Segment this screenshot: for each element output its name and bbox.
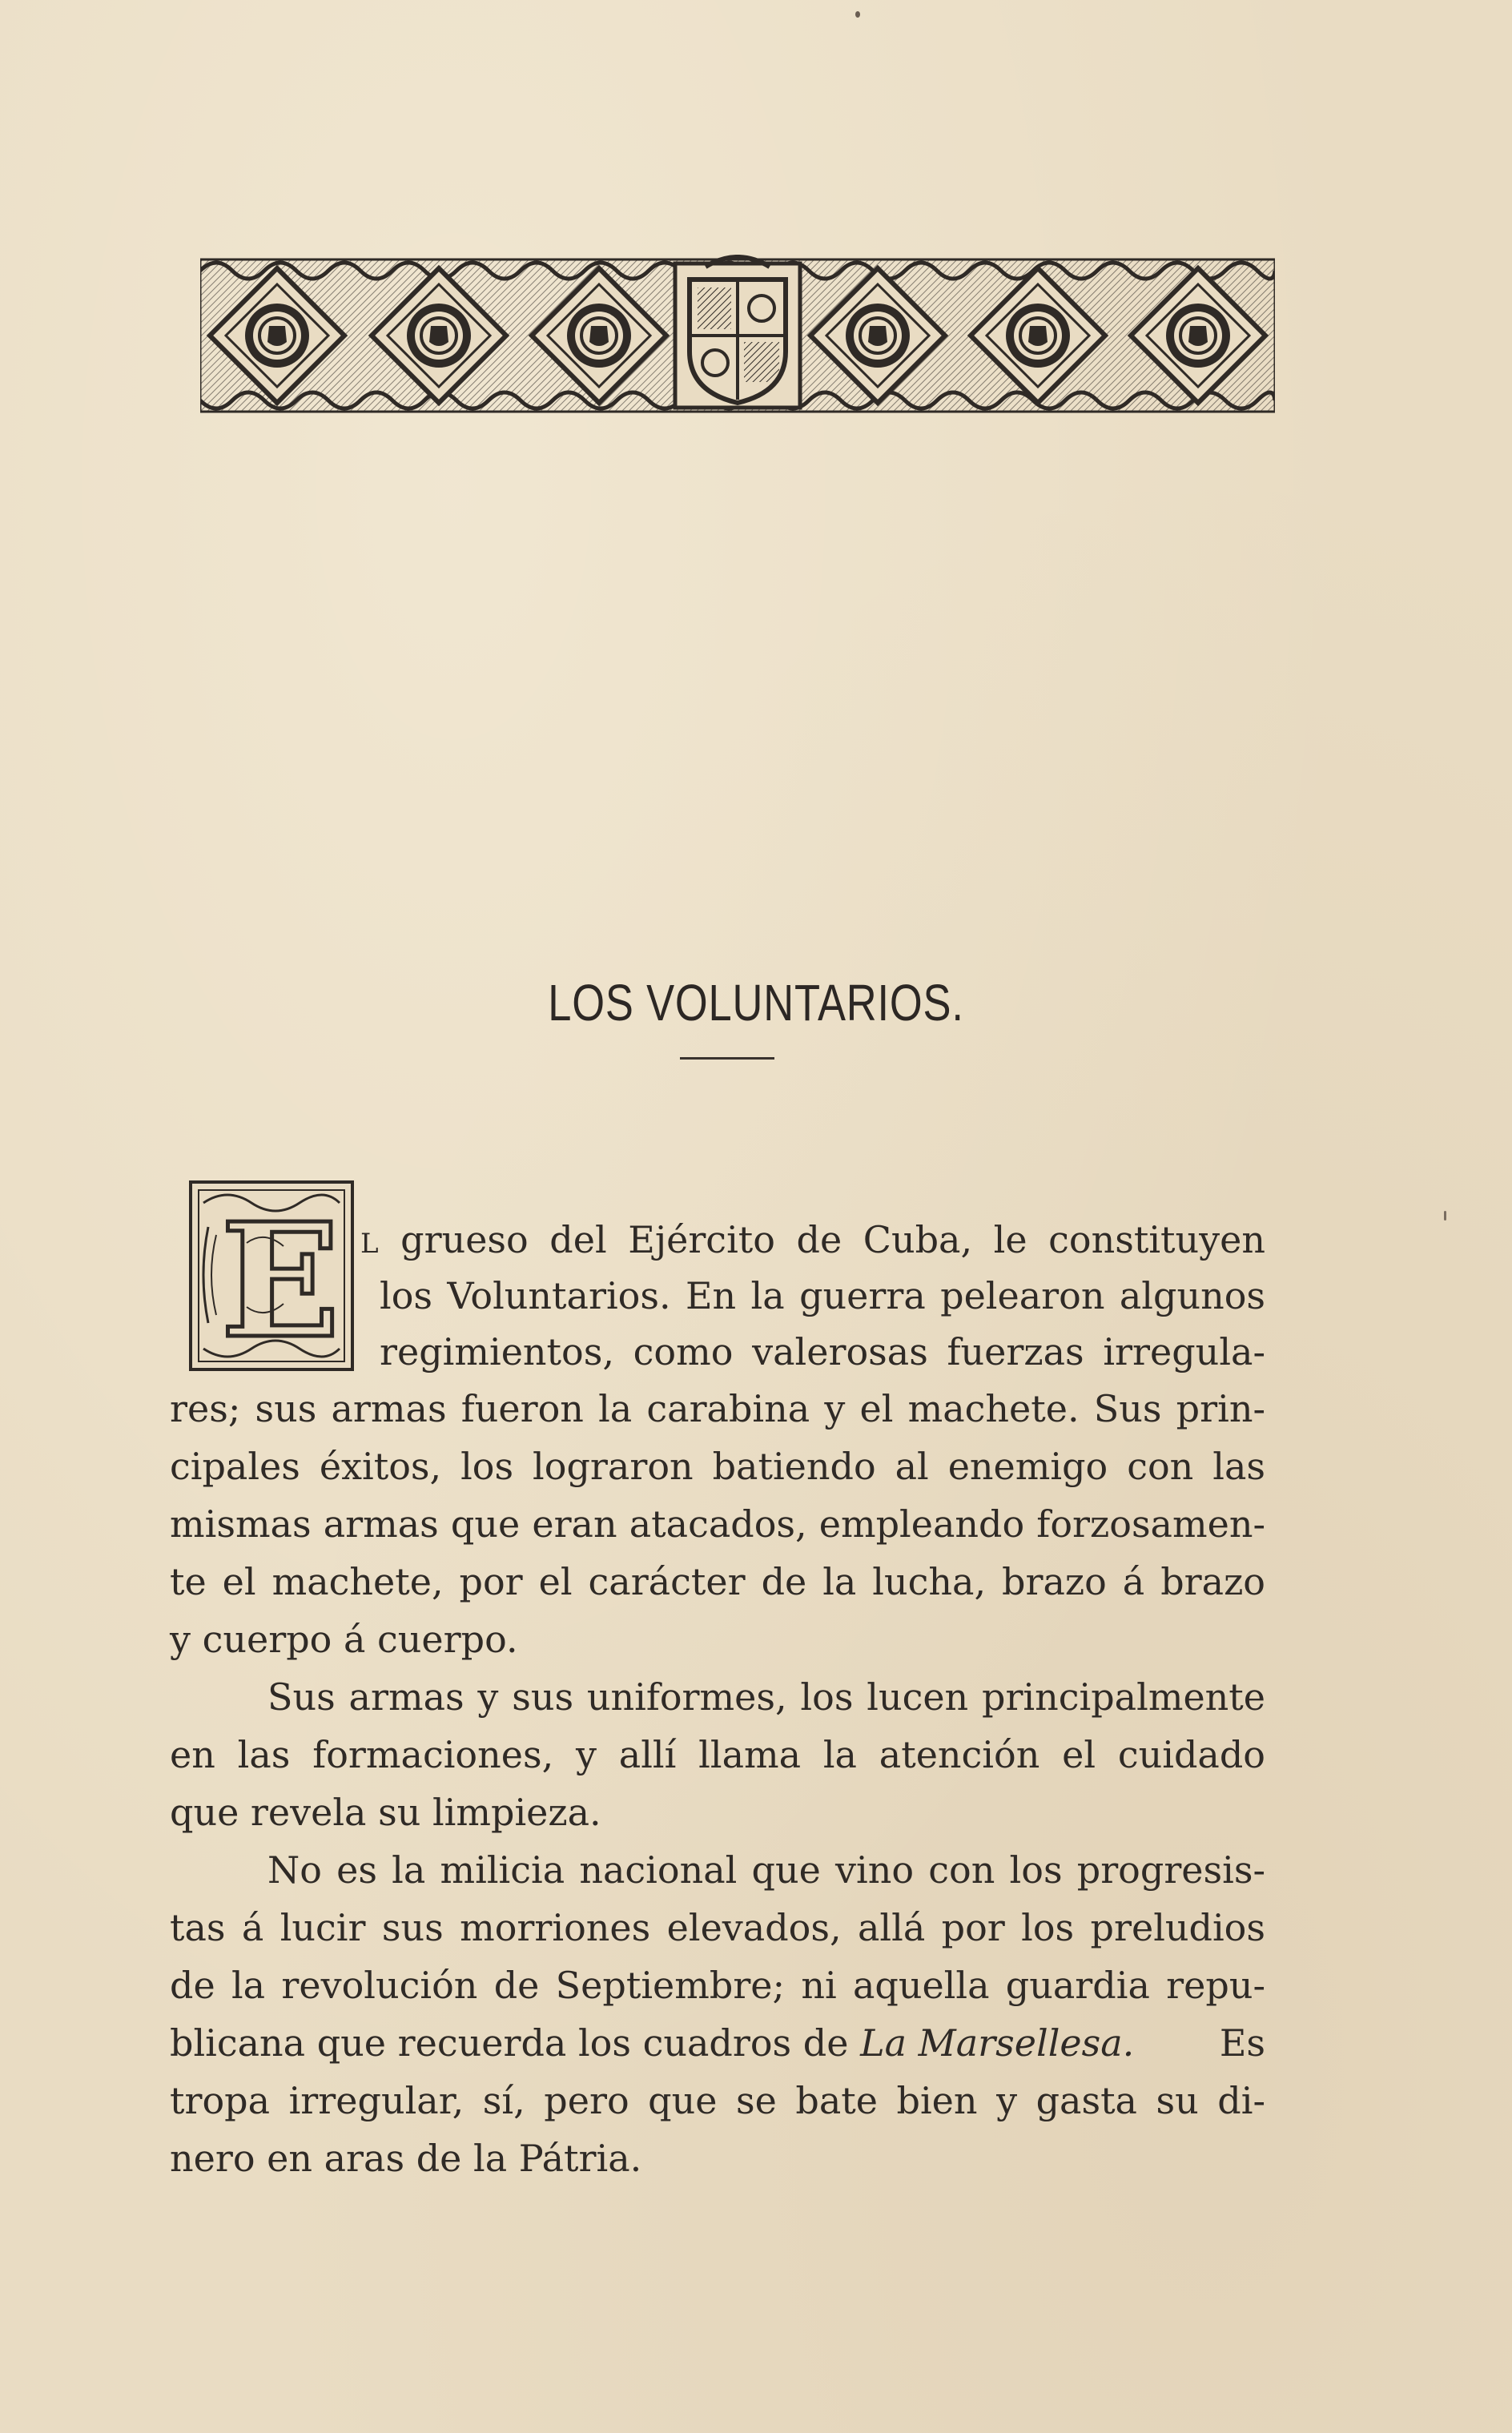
text-line: L grueso del Ejército de Cuba, le constituyen xyxy=(360,1218,1265,1261)
ink-speck xyxy=(855,11,860,18)
drop-cap xyxy=(187,1179,356,1373)
text-line: tas á lucir sus morriones elevados, allá por los preludios xyxy=(170,1906,1265,1949)
text-line: nero en aras de la Pátria. xyxy=(170,2137,642,2180)
chapter-title: LOS VOLUNTARIOS. xyxy=(548,974,964,1032)
text-line: que revela su limpieza. xyxy=(170,1791,601,1834)
text-line: No es la milicia nacional que vino con los progresis- xyxy=(267,1848,1265,1892)
text-line: cipales éxitos, los lograron batiendo al enemigo con las xyxy=(170,1445,1265,1488)
text-line: de la revolución de Septiembre; ni aquella guardia repu- xyxy=(170,1964,1265,2007)
text-fragment: Es xyxy=(1219,2021,1265,2065)
text-line: te el machete, por el carácter de la lucha, brazo á brazo xyxy=(170,1560,1265,1603)
ornament-band xyxy=(200,255,1275,416)
ink-speck xyxy=(1444,1211,1446,1221)
text-line: mismas armas que eran atacados, empleando forzosamen- xyxy=(170,1502,1265,1546)
italic-title: La Marsellesa. xyxy=(860,2021,1135,2065)
text-line: en las formaciones, y allí llama la atención el cuidado xyxy=(170,1733,1265,1776)
drop-cap-frame xyxy=(187,1179,356,1373)
drop-cap-letter: E xyxy=(220,1189,340,1373)
text-line: los Voluntarios. En la guerra pelearon algunos xyxy=(380,1274,1265,1317)
text-line xyxy=(170,2021,1265,2065)
text-line: res; sus armas fueron la carabina y el machete. Sus prin- xyxy=(170,1387,1265,1430)
text-line: Sus armas y sus uniformes, los lucen principalmente xyxy=(267,1675,1265,1719)
text-line: regimientos, como valerosas fuerzas irregula- xyxy=(380,1330,1265,1373)
text-line: tropa irregular, sí, pero que se bate bien y gasta su di- xyxy=(170,2079,1265,2122)
drop-cap-rest: L xyxy=(360,1228,380,1260)
header-ornament xyxy=(200,255,1275,416)
text-line: y cuerpo á cuerpo. xyxy=(170,1618,518,1661)
title-rule xyxy=(680,1057,774,1060)
text-fragment: blicana que recuerda los cuadros de xyxy=(170,2021,861,2065)
